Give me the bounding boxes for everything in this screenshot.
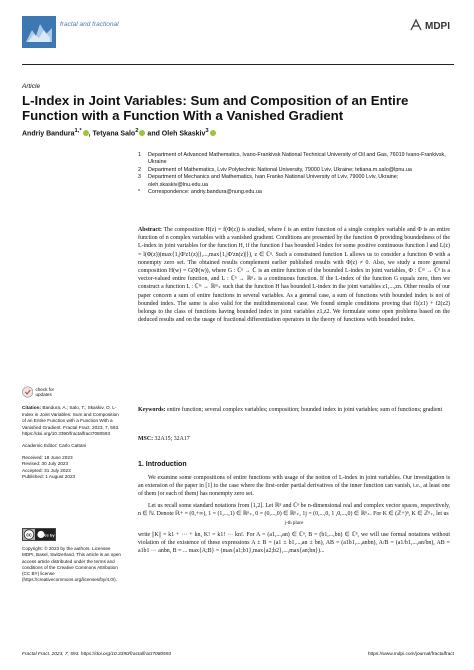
affiliation: 1 Department of Advanced Mathematics, Ivano-Frankivsk National Technical University of Oil and Gas, 76019 Ivano-Frankivsk, Ukraine	[138, 152, 446, 166]
check-for-updates-button[interactable]: check for updates	[22, 385, 70, 399]
svg-text:cc: cc	[26, 532, 32, 539]
citation-block: Citation: Bandura, A.; Salo, T.; Skaskiv, O. L-Index in Joint Variables: Sum and Composition of an Entire Function with a Function With a Vanished Gradient. Fractal Fract. 2023, 7, 593. https://doi.org/10.3390/fractalfract7080593	[22, 405, 120, 437]
affiliations	[138, 152, 448, 196]
received-date: Received: 18 June 2023	[22, 454, 73, 460]
paragraph: We examine some compositions of entire functions with usage of the notion of L-index in joint variables. Our investigation is an extension of the paper in [1] to the case where the first-order partial derivatives of the inner function can vanish, i.e., at least one of them (or each of them) has nonempty zero set.	[138, 475, 450, 498]
affiliation: 2 Department of Mathematics, Lviv Polytechnic National University, 79000 Lviv, Ukraine; tetiana.m.salo@lpnu.ua	[138, 166, 412, 173]
abstract	[138, 226, 450, 324]
keywords	[138, 406, 450, 414]
author-list: Andriy Bandura$^{1,*}$ , Tetyana Salo$^2$ and Oleh Skaskiv$^3$	[22, 128, 216, 137]
article-type: Article	[22, 83, 41, 90]
affiliation: 3 Department of Mechanics and Mathematics, Ivan Franko National University of Lviv, 79000 Lviv, Ukraine; oleh.skaskiv@lnu.edu.ua	[138, 174, 399, 188]
author-name: Tetyana Salo	[92, 130, 136, 138]
author-sup: 2	[135, 128, 139, 134]
copyright-notice: Copyright: © 2023 by the authors. Licensee MDPI, Basel, Switzerland. This article is an open access article distributed under the terms and conditions of the Creative Commons Attribution (CC BY) license (https://creativecommons.org/licenses/by/4.0/).	[22, 546, 121, 583]
header-rule	[22, 64, 454, 65]
journal-name: fractal and fractional	[60, 21, 119, 28]
author-name: and Oleh Skaskiv	[147, 130, 206, 138]
mdpi-text: MDPI	[425, 21, 450, 32]
paper-title: L-Index in Joint Variables: Sum and Composition of an Entire Function with a Function With a Vanished Gradient	[22, 93, 409, 123]
author-sup: 1,*	[74, 128, 82, 134]
keywords-label: Keywords:	[138, 407, 166, 413]
intro-body	[138, 474, 450, 555]
updates-icon	[22, 386, 33, 398]
abstract-label: Abstract:	[138, 227, 162, 233]
orcid-icon[interactable]	[139, 130, 145, 136]
author-sup: 3	[205, 128, 209, 134]
msc-label: MSC:	[138, 436, 154, 442]
cc-license-icon	[22, 528, 56, 541]
paragraph: write ||K|| = k1 + ··· + kn, K! = k1! ··· kn!. For A = (a1,...,an) ∈ ℂⁿ, B = (b1,...,bn) ∈ ℂⁿ, we will use formal notations without violation of the existence of these expressions A ± B = (a1 ± b1,...,an ± bn), AB = (a1b1,...,anbn), A/B = (a1/b1,...,an/bn), AB = a1b1 ··· anbn, B = ... max{A;B} = (max{a1;b1},max{a2;b2},...,max{an;bn})...	[138, 531, 450, 554]
accepted-date: Accepted: 31 July 2023	[22, 467, 71, 473]
footer-journal-link[interactable]: https://www.mdpi.com/journal/fractalfract	[367, 652, 454, 657]
correspondence: * Correspondence: andriy.bandura@nung.edu.ua	[138, 189, 262, 196]
revised-date: Revised: 30 July 2023	[22, 461, 69, 467]
footer-citation: Fractal Fract. 2023, 7, 593. https://doi.org/10.3390/fractalfract7080593	[22, 652, 172, 657]
msc-codes	[138, 436, 190, 442]
academic-editor: Academic Editor: Carlo Cattani	[22, 442, 87, 448]
journal-logo	[22, 16, 56, 48]
section-heading: 1. Introduction	[138, 461, 187, 468]
orcid-icon[interactable]	[210, 130, 216, 136]
orcid-icon[interactable]	[83, 130, 89, 136]
cc-text: cc by	[44, 532, 55, 538]
keywords-text: entire function; several complex variables; composition; bounded index in joint variables; sum of functions; gradient	[166, 407, 443, 413]
jth-place-note: j-th place	[284, 521, 304, 527]
sidebar-info	[22, 405, 122, 481]
published-date: Published: 1 August 2023	[22, 474, 76, 480]
abstract-text: The composition H(z) = f(Φ(z)) is studied, where f is an entire function of a single complex variable and Φ is an entire function of n complex variables with a vanished gradient. Conditions are presented by the function Φ providing boundedness of the L-index in joint variables for the function H, if the function f has bounded l-index for some positive continuous function l and L(z) = l(Φ(z))(max{1,|Φ'z1(z)|},...,max{1,|Φ'zn(z)|}), z ∈ ℂⁿ. Such a constrained function L allows us to consider a function Φ with a nonempty zero set. The obtained results complement earlier published results with Φ(z) ≠ 0. Also, we study a more general composition H(w) = G(Φ(w)), where G : ℂⁿ → ℂ is an entire function of the bounded L-index in joint variables, Φ : ℂᵐ → ℂⁿ is a vector-valued entire function, and L : ℂⁿ → ℝⁿ₊ is a continuous function. If the L-index of the function G equals zero, then we construct a function L : ℂᵐ → ℝᵐ₊ such that the function H has bounded L-index in the joint variables z1,...,zn. Other results of our paper concern a sum of entire functions in several variables. As a general case, a sum of functions with bounded index is not of bounded index. The same is also valid for the multidimensional case. We found simple conditions proving that f1(z1) + f2(z2) belongs to the class of functions having bounded index in joint variables z1,z2. We formulate some open problems based on the deduced results and on the usage of fractional differentiation operators in the theory of functions with bounded index.	[138, 227, 450, 324]
mdpi-logo	[408, 17, 454, 33]
author-name: Andriy Bandura	[22, 130, 75, 138]
msc-text: 32A15; 32A17	[154, 436, 190, 442]
paragraph: Let us recall some standard notations from [1,2]. Let ℝⁿ and ℂⁿ be n-dimensional real and complex vector spaces, respectively, n ∈ ℕ. Denote ℝ+ = (0,+∞), 1 = (1,...,1) ∈ ℝⁿ₊, 0 = (0,...,0) ∈ ℝⁿ₊, 1j = (0,...,0, 1 ,0,...,0) ∈ ℝⁿ₊. For K ∈ (ℤ+)ⁿ, K ∈ ℤⁿ₊, let us	[138, 503, 450, 518]
